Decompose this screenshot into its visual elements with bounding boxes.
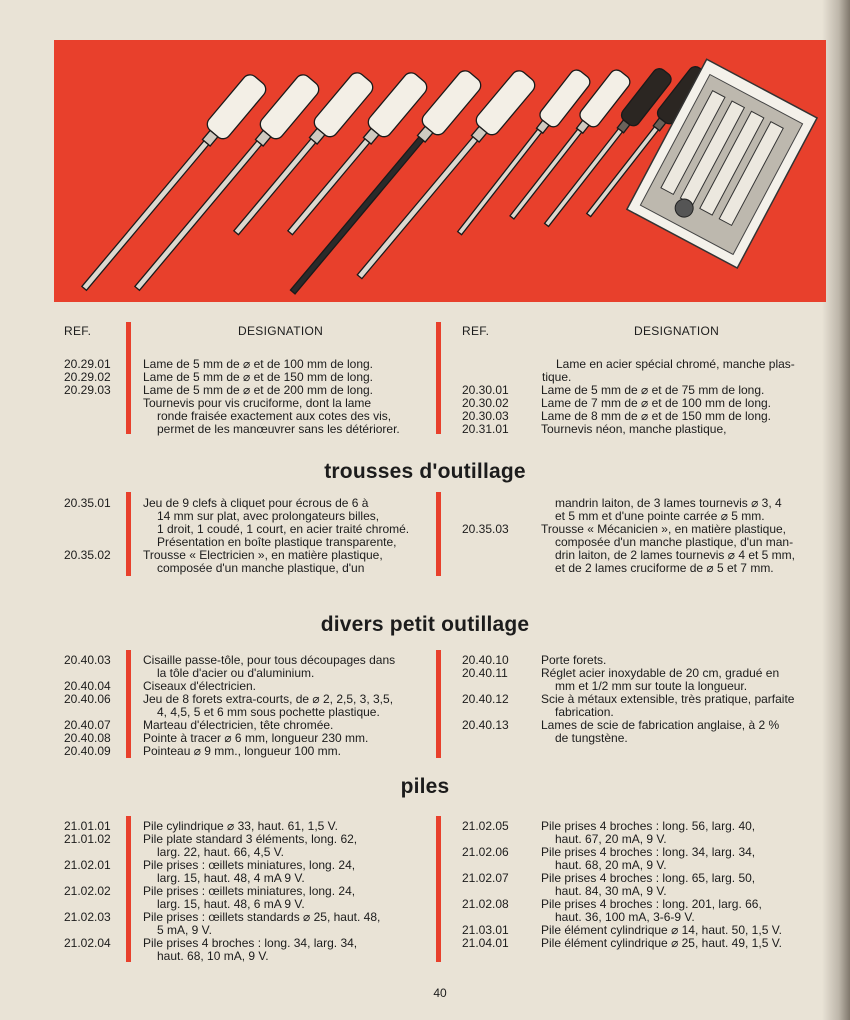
screwdriver-group [74, 59, 817, 300]
column-divider [126, 816, 131, 962]
ref-header: REF. [64, 324, 92, 338]
ref-code: 20.40.08 [64, 731, 111, 745]
designation-text: Lame de 5 mm de ⌀ et de 75 mm de long. Lame de 7 mm de ⌀ et de 100 mm de long. Lame de 8 mm de ⌀ et de 150 mm de long. Tournevis néon, manche plastique, [541, 383, 772, 436]
ref-code: 20.29.02 [64, 370, 111, 384]
ref-code: 20.40.03 [64, 653, 111, 667]
ref-code: 21.02.02 [64, 884, 111, 898]
designation-text: Lame de 5 mm de ⌀ et de 100 mm de long. Lame de 5 mm de ⌀ et de 150 mm de long. Lame de 5 mm de ⌀ et de 200 mm de long. Tournevis pour vis cruciforme, dont la lame ronde fraisée exactement aux cotes des vis, permet de les manœuvrer sans les détériorer. [143, 357, 400, 436]
ref-code: 20.35.02 [64, 548, 111, 562]
designation-text: Pile cylindrique ⌀ 33, haut. 61, 1,5 V. Pile plate standard 3 éléments, long. 62, larg. 22, haut. 66, 4,5 V. Pile prises : œillets miniatures, long. 24, larg. 15, haut. 48, 4 mA 9 V. Pile prises : œillets miniatures, long. 24, larg. 15, haut. 48, 6 mA 9 V. Pile prises : œillets standards ⌀ 25, haut. 48, 5 mA, 9 V. Pile prises 4 broches : long. 34, larg. 34, haut. 68, 10 mA, 9 V. [143, 819, 381, 963]
ref-code: 20.30.03 [462, 409, 509, 423]
ref-code: 20.40.12 [462, 692, 509, 706]
ref-code: 20.40.09 [64, 744, 111, 758]
ref-code: 20.40.13 [462, 718, 509, 732]
ref-code: 20.40.11 [462, 666, 508, 680]
ref-code: 20.29.03 [64, 383, 111, 397]
designation-text: mandrin laiton, de 3 lames tournevis ⌀ 3, 4 et 5 mm et d'une pointe carrée ⌀ 5 mm. Trousse « Mécanicien », en matière plastique, composée d'un manche plastique, d'un man- drin laiton, de 2 lames tournevis ⌀ 4 et 5 mm, et de 2 lames cruciforme de ⌀ 5 et 7 mm. [541, 496, 795, 575]
ref-code: 21.02.07 [462, 871, 509, 885]
column-divider [126, 650, 131, 758]
designation-text: Lame en acier spécial chromé, manche plas- tique. [542, 357, 795, 384]
designation-text: Cisaille passe-tôle, pour tous découpages dans la tôle d'acier ou d'aluminium. Ciseaux d'électricien. Jeu de 8 forets extra-courts, de ⌀ 2, 2,5, 3, 3,5, 4, 4,5, 5 et 6 mm sous pochette plastique. Marteau d'électricien, tête chromée. Pointe à tracer ⌀ 6 mm, longueur 230 mm. Pointeau ⌀ 9 mm., longueur 100 mm. [143, 653, 396, 758]
ref-code: 20.35.03 [462, 522, 509, 536]
ref-code: 21.02.03 [64, 910, 111, 924]
section-title-piles: piles [400, 775, 450, 798]
column-divider [436, 322, 441, 434]
designation-text: Jeu de 9 clefs à cliquet pour écrous de 6 à 14 mm sur plat, avec prolongateurs billes, 1 droit, 1 coudé, 1 court, en acier traité chromé. Présentation en boîte plastique transparente, Trousse « Electricien », en matière plastique, composée d'un manche plastique, d'un [143, 496, 410, 575]
ref-code: 20.35.01 [64, 496, 111, 510]
designation-header: DESIGNATION [238, 324, 324, 338]
designation-text: Pile prises 4 broches : long. 56, larg. 40, haut. 67, 20 mA, 9 V. Pile prises 4 broches : long. 34, larg. 34, haut. 68, 20 mA, 9 V. Pile prises 4 broches : long. 65, larg. 50, haut. 84, 30 mA, 9 V. Pile prises 4 broches : long. 201, larg. 66, haut. 36, 100 mA, 3-6-9 V. Pile élément cylindrique ⌀ 14, haut. 50, 1,5 V. Pile élément cylindrique ⌀ 25, haut. 49, 1,5 V. [541, 819, 782, 950]
column-divider [126, 322, 131, 434]
ref-code: 21.02.05 [462, 819, 509, 833]
page-edge-shadow [822, 0, 850, 1020]
screwdrivers-illustration [54, 40, 826, 302]
ref-code: 21.04.01 [462, 936, 509, 950]
ref-header: REF. [462, 324, 490, 338]
ref-code: 21.02.06 [462, 845, 509, 859]
column-divider [436, 650, 441, 758]
column-divider [436, 816, 441, 962]
column-divider [436, 492, 441, 576]
section-title-divers: divers petit outillage [320, 613, 530, 636]
ref-code: 20.30.02 [462, 396, 509, 410]
ref-code: 21.03.01 [462, 923, 509, 937]
screwdriver-photo-banner [54, 40, 826, 302]
designation-header: DESIGNATION [634, 324, 720, 338]
ref-code: 20.40.07 [64, 718, 111, 732]
ref-code: 20.40.06 [64, 692, 111, 706]
ref-code: 20.40.04 [64, 679, 111, 693]
ref-code: 20.30.01 [462, 383, 509, 397]
ref-code: 21.02.08 [462, 897, 509, 911]
ref-code: 20.40.10 [462, 653, 509, 667]
designation-text: Porte forets. Réglet acier inoxydable de 20 cm, gradué en mm et 1/2 mm sur toute la longueur. Scie à métaux extensible, très pratique, parfaite fabrication. Lames de scie de fabrication anglaise, à 2 % de tungstène. [541, 653, 795, 745]
section-title-trousses: trousses d'outillage [324, 460, 526, 483]
ref-code: 21.01.01 [64, 819, 111, 833]
ref-code: 21.02.01 [64, 858, 111, 872]
page-number: 40 [433, 986, 447, 1000]
ref-code: 21.02.04 [64, 936, 111, 950]
column-divider [126, 492, 131, 576]
ref-code: 20.31.01 [462, 422, 509, 436]
ref-code: 21.01.02 [64, 832, 111, 846]
ref-code: 20.29.01 [64, 357, 111, 371]
